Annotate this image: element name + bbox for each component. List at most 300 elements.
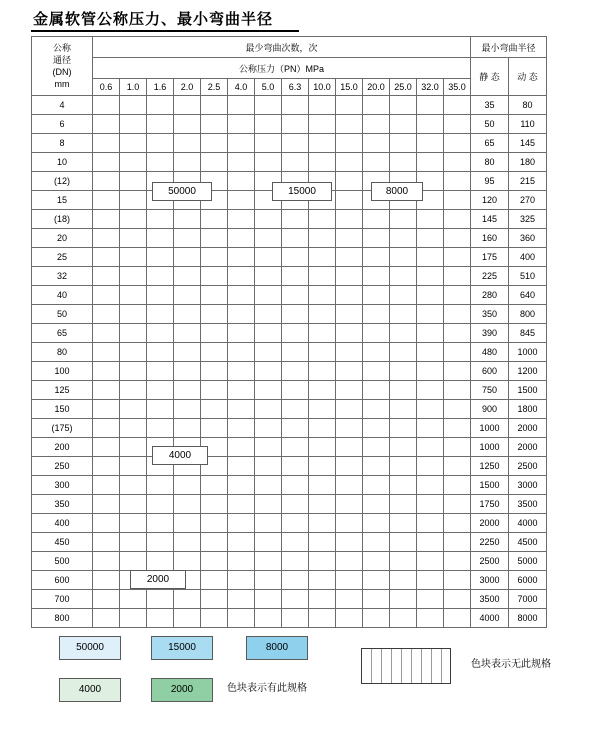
cell-available: [93, 248, 120, 267]
cell-available: [228, 362, 255, 381]
radius-dynamic-value: 145: [509, 134, 547, 153]
dn-value: 100: [32, 362, 93, 381]
cell-available: [174, 324, 201, 343]
radius-static-value: 280: [471, 286, 509, 305]
cell-unavailable: [201, 495, 228, 514]
legend: [31, 636, 569, 716]
cell-available: [93, 609, 120, 628]
cell-unavailable: [336, 552, 363, 571]
cell-unavailable: [417, 476, 444, 495]
cell-available: [174, 514, 201, 533]
cell-available: [120, 609, 147, 628]
cell-available: [336, 229, 363, 248]
cell-available: [228, 248, 255, 267]
dn-value: 4: [32, 96, 93, 115]
cell-available: [120, 381, 147, 400]
cell-available: [147, 305, 174, 324]
cell-available: [147, 381, 174, 400]
table-row: [32, 552, 547, 571]
radius-static-value: 1000: [471, 438, 509, 457]
dn-value: 350: [32, 495, 93, 514]
cell-available: [147, 495, 174, 514]
cell-unavailable: [363, 400, 390, 419]
cell-unavailable: [417, 590, 444, 609]
cell-available: [363, 153, 390, 172]
cell-available: [201, 362, 228, 381]
radius-static-value: 1500: [471, 476, 509, 495]
cell-available: [282, 96, 309, 115]
header-row-1: [32, 37, 547, 58]
cell-unavailable: [336, 476, 363, 495]
cell-unavailable: [309, 400, 336, 419]
table-body: [32, 96, 547, 628]
radius-dynamic-value: 640: [509, 286, 547, 305]
cell-available: [174, 400, 201, 419]
cell-unavailable: [417, 457, 444, 476]
cell-available: [336, 96, 363, 115]
dn-header-line-2: 通径: [52, 54, 71, 65]
radius-static-value: 2000: [471, 514, 509, 533]
radius-static-header: 静 态: [471, 58, 509, 96]
dn-value: (175): [32, 419, 93, 438]
cell-unavailable: [309, 514, 336, 533]
dn-value: 10: [32, 153, 93, 172]
cell-available: [147, 134, 174, 153]
dn-value: 150: [32, 400, 93, 419]
cell-unavailable: [282, 533, 309, 552]
table-row: [32, 248, 547, 267]
legend-striped-note: 色块表示无此规格: [471, 659, 551, 670]
table-row: [32, 286, 547, 305]
cell-available: [444, 153, 471, 172]
radius-dynamic-value: 510: [509, 267, 547, 286]
cell-unavailable: [309, 571, 336, 590]
cell-unavailable: [363, 438, 390, 457]
cell-available: [255, 115, 282, 134]
cell-available: [255, 324, 282, 343]
cell-unavailable: [201, 590, 228, 609]
dn-value: 200: [32, 438, 93, 457]
cell-available: [363, 96, 390, 115]
cell-unavailable: [228, 495, 255, 514]
cell-unavailable: [282, 476, 309, 495]
radius-dynamic-value: 800: [509, 305, 547, 324]
cell-available: [93, 134, 120, 153]
pressure-col-header: 25.0: [390, 79, 417, 96]
cell-unavailable: [282, 552, 309, 571]
cell-unavailable: [336, 381, 363, 400]
cell-available: [282, 305, 309, 324]
dn-header-line-1: 公称: [52, 42, 71, 53]
dn-header-line-3: (DN): [52, 67, 72, 77]
table-row: [32, 343, 547, 362]
cell-unavailable: [336, 495, 363, 514]
cell-available: [174, 533, 201, 552]
cell-unavailable: [417, 419, 444, 438]
cell-unavailable: [255, 457, 282, 476]
cell-unavailable: [309, 324, 336, 343]
cell-unavailable: [174, 609, 201, 628]
cell-available: [228, 267, 255, 286]
cell-unavailable: [417, 343, 444, 362]
cell-unavailable: [282, 362, 309, 381]
cell-available: [120, 115, 147, 134]
cell-unavailable: [282, 343, 309, 362]
cell-available: [282, 286, 309, 305]
cell-unavailable: [309, 457, 336, 476]
title-underline: [31, 30, 299, 32]
cell-available: [228, 153, 255, 172]
cell-available: [282, 115, 309, 134]
cell-available: [120, 324, 147, 343]
cell-available: [93, 590, 120, 609]
cell-available: [255, 305, 282, 324]
cell-available: [255, 229, 282, 248]
cell-available: [93, 438, 120, 457]
radius-static-value: 1750: [471, 495, 509, 514]
cell-available: [417, 134, 444, 153]
cell-available: [309, 96, 336, 115]
cell-available: [336, 115, 363, 134]
cell-available: [201, 400, 228, 419]
cell-available: [120, 552, 147, 571]
cell-available: [120, 267, 147, 286]
cell-available: [93, 96, 120, 115]
cell-available: [174, 381, 201, 400]
cell-unavailable: [444, 305, 471, 324]
cell-available: [201, 210, 228, 229]
radius-static-value: 750: [471, 381, 509, 400]
cell-unavailable: [363, 286, 390, 305]
cell-available: [201, 381, 228, 400]
callout-label: 8000: [371, 182, 423, 201]
cell-available: [93, 153, 120, 172]
cell-unavailable: [228, 457, 255, 476]
cell-available: [309, 153, 336, 172]
cell-unavailable: [390, 229, 417, 248]
cell-available: [120, 248, 147, 267]
cell-unavailable: [228, 514, 255, 533]
table-row: [32, 324, 547, 343]
cell-available: [228, 324, 255, 343]
cell-unavailable: [363, 552, 390, 571]
cell-available: [93, 533, 120, 552]
radius-static-value: 50: [471, 115, 509, 134]
cell-available: [390, 210, 417, 229]
radius-dynamic-value: 270: [509, 191, 547, 210]
dn-value: 40: [32, 286, 93, 305]
cell-unavailable: [417, 286, 444, 305]
dn-value: 250: [32, 457, 93, 476]
cell-unavailable: [336, 514, 363, 533]
cell-unavailable: [309, 381, 336, 400]
cell-unavailable: [282, 495, 309, 514]
cell-unavailable: [336, 286, 363, 305]
dn-value: 20: [32, 229, 93, 248]
cell-unavailable: [309, 476, 336, 495]
cell-available: [390, 134, 417, 153]
cell-unavailable: [363, 476, 390, 495]
radius-dynamic-value: 180: [509, 153, 547, 172]
cell-available: [120, 191, 147, 210]
cell-unavailable: [255, 514, 282, 533]
radius-static-value: 1000: [471, 419, 509, 438]
cell-available: [120, 172, 147, 191]
cell-available: [255, 286, 282, 305]
cell-available: [255, 248, 282, 267]
table-row: [32, 362, 547, 381]
cell-unavailable: [417, 210, 444, 229]
cell-unavailable: [228, 476, 255, 495]
cell-available: [120, 343, 147, 362]
cell-unavailable: [417, 514, 444, 533]
cell-unavailable: [282, 571, 309, 590]
cell-unavailable: [417, 305, 444, 324]
cell-unavailable: [444, 419, 471, 438]
table-row: [32, 533, 547, 552]
dn-value: 600: [32, 571, 93, 590]
cell-available: [201, 134, 228, 153]
cell-available: [174, 134, 201, 153]
cell-available: [93, 324, 120, 343]
cell-unavailable: [228, 571, 255, 590]
cell-unavailable: [444, 533, 471, 552]
cell-unavailable: [444, 476, 471, 495]
cell-available: [120, 590, 147, 609]
dn-value: 80: [32, 343, 93, 362]
cell-available: [174, 248, 201, 267]
cell-available: [147, 552, 174, 571]
cell-available: [93, 229, 120, 248]
cell-available: [120, 134, 147, 153]
callout-label: 15000: [272, 182, 332, 201]
legend-item-2000: 2000: [151, 678, 213, 702]
bend-times-header: 最少弯曲次数，次: [93, 37, 471, 58]
pressure-col-header: 1.0: [120, 79, 147, 96]
callout-label: 4000: [152, 446, 208, 465]
cell-unavailable: [444, 362, 471, 381]
cell-available: [336, 153, 363, 172]
cell-unavailable: [390, 552, 417, 571]
cell-unavailable: [255, 476, 282, 495]
radius-static-value: 160: [471, 229, 509, 248]
cell-unavailable: [255, 533, 282, 552]
table-row: [32, 457, 547, 476]
radius-dynamic-value: 110: [509, 115, 547, 134]
header-row-3: [32, 79, 547, 96]
cell-unavailable: [309, 495, 336, 514]
cell-available: [201, 153, 228, 172]
cell-unavailable: [417, 571, 444, 590]
cell-unavailable: [309, 362, 336, 381]
cell-available: [147, 514, 174, 533]
cell-available: [228, 381, 255, 400]
cell-unavailable: [444, 571, 471, 590]
cell-available: [417, 96, 444, 115]
cell-unavailable: [390, 476, 417, 495]
pressure-col-header: 35.0: [444, 79, 471, 96]
dn-value: 500: [32, 552, 93, 571]
table-row: [32, 96, 547, 115]
cell-unavailable: [363, 267, 390, 286]
cell-available: [444, 115, 471, 134]
table-row: [32, 590, 547, 609]
radius-dynamic-value: 7000: [509, 590, 547, 609]
cell-unavailable: [363, 248, 390, 267]
dn-value: 8: [32, 134, 93, 153]
dn-value: 50: [32, 305, 93, 324]
cell-unavailable: [228, 590, 255, 609]
pressure-header: 公称压力（PN）MPa: [93, 58, 471, 79]
cell-available: [120, 229, 147, 248]
legend-color-note: 色块表示有此规格: [227, 683, 307, 694]
cell-unavailable: [255, 571, 282, 590]
cell-available: [147, 153, 174, 172]
cell-available: [120, 210, 147, 229]
pressure-col-header: 2.0: [174, 79, 201, 96]
cell-unavailable: [417, 362, 444, 381]
radius-static-value: 4000: [471, 609, 509, 628]
cell-unavailable: [336, 457, 363, 476]
cell-unavailable: [174, 590, 201, 609]
cell-unavailable: [363, 495, 390, 514]
cell-unavailable: [309, 590, 336, 609]
cell-available: [282, 229, 309, 248]
dn-value: 300: [32, 476, 93, 495]
cell-unavailable: [336, 305, 363, 324]
cell-unavailable: [336, 571, 363, 590]
table-row: [32, 229, 547, 248]
radius-static-value: 3000: [471, 571, 509, 590]
cell-unavailable: [390, 324, 417, 343]
cell-available: [228, 210, 255, 229]
cell-unavailable: [390, 248, 417, 267]
table-row: [32, 305, 547, 324]
radius-dynamic-value: 6000: [509, 571, 547, 590]
cell-unavailable: [390, 267, 417, 286]
radius-dynamic-value: 2000: [509, 419, 547, 438]
legend-item-15000: 15000: [151, 636, 213, 660]
cell-available: [147, 286, 174, 305]
dn-value: 125: [32, 381, 93, 400]
radius-dynamic-value: 2500: [509, 457, 547, 476]
table-row: [32, 153, 547, 172]
cell-unavailable: [255, 609, 282, 628]
cell-available: [309, 134, 336, 153]
cell-unavailable: [363, 362, 390, 381]
cell-available: [228, 343, 255, 362]
cell-unavailable: [390, 457, 417, 476]
header-row-2: [32, 58, 547, 79]
legend-item-4000: 4000: [59, 678, 121, 702]
cell-available: [147, 267, 174, 286]
radius-static-value: 175: [471, 248, 509, 267]
cell-available: [228, 172, 255, 191]
cell-unavailable: [363, 533, 390, 552]
cell-unavailable: [201, 609, 228, 628]
cell-unavailable: [444, 286, 471, 305]
cell-available: [228, 229, 255, 248]
cell-available: [336, 248, 363, 267]
cell-unavailable: [363, 419, 390, 438]
cell-unavailable: [390, 533, 417, 552]
callout-label: 2000: [130, 570, 186, 589]
cell-available: [444, 172, 471, 191]
cell-unavailable: [444, 343, 471, 362]
cell-unavailable: [336, 267, 363, 286]
cell-unavailable: [282, 590, 309, 609]
cell-unavailable: [255, 590, 282, 609]
cell-available: [93, 172, 120, 191]
cell-unavailable: [336, 609, 363, 628]
cell-available: [201, 343, 228, 362]
dn-header-cell: [32, 37, 93, 96]
spec-table: [31, 36, 547, 628]
cell-available: [120, 533, 147, 552]
cell-unavailable: [309, 533, 336, 552]
cell-unavailable: [201, 533, 228, 552]
pressure-col-header: 2.5: [201, 79, 228, 96]
cell-unavailable: [417, 381, 444, 400]
cell-available: [93, 343, 120, 362]
cell-unavailable: [309, 552, 336, 571]
cell-unavailable: [390, 286, 417, 305]
cell-unavailable: [363, 571, 390, 590]
cell-available: [147, 609, 174, 628]
cell-available: [282, 267, 309, 286]
cell-available: [147, 400, 174, 419]
dn-value: 700: [32, 590, 93, 609]
cell-available: [93, 552, 120, 571]
pressure-col-header: 20.0: [363, 79, 390, 96]
table-row: [32, 419, 547, 438]
cell-unavailable: [444, 381, 471, 400]
pressure-col-header: 15.0: [336, 79, 363, 96]
cell-unavailable: [390, 438, 417, 457]
cell-unavailable: [282, 457, 309, 476]
radius-dynamic-value: 5000: [509, 552, 547, 571]
cell-unavailable: [417, 438, 444, 457]
callout-label: 50000: [152, 182, 212, 201]
table-header: [32, 37, 547, 96]
cell-available: [93, 362, 120, 381]
cell-available: [390, 115, 417, 134]
radius-dynamic-value: 8000: [509, 609, 547, 628]
cell-unavailable: [444, 191, 471, 210]
radius-dynamic-value: 4000: [509, 514, 547, 533]
cell-available: [282, 210, 309, 229]
cell-unavailable: [417, 267, 444, 286]
cell-unavailable: [444, 248, 471, 267]
dn-value: (12): [32, 172, 93, 191]
cell-unavailable: [201, 571, 228, 590]
cell-unavailable: [336, 438, 363, 457]
cell-unavailable: [417, 229, 444, 248]
cell-unavailable: [336, 400, 363, 419]
cell-available: [120, 419, 147, 438]
cell-available: [282, 153, 309, 172]
table-row: [32, 210, 547, 229]
dn-header-line-4: mm: [54, 79, 70, 90]
cell-available: [255, 96, 282, 115]
cell-unavailable: [417, 400, 444, 419]
cell-available: [201, 286, 228, 305]
cell-available: [93, 210, 120, 229]
cell-available: [228, 115, 255, 134]
cell-unavailable: [309, 305, 336, 324]
cell-available: [174, 343, 201, 362]
cell-unavailable: [336, 533, 363, 552]
